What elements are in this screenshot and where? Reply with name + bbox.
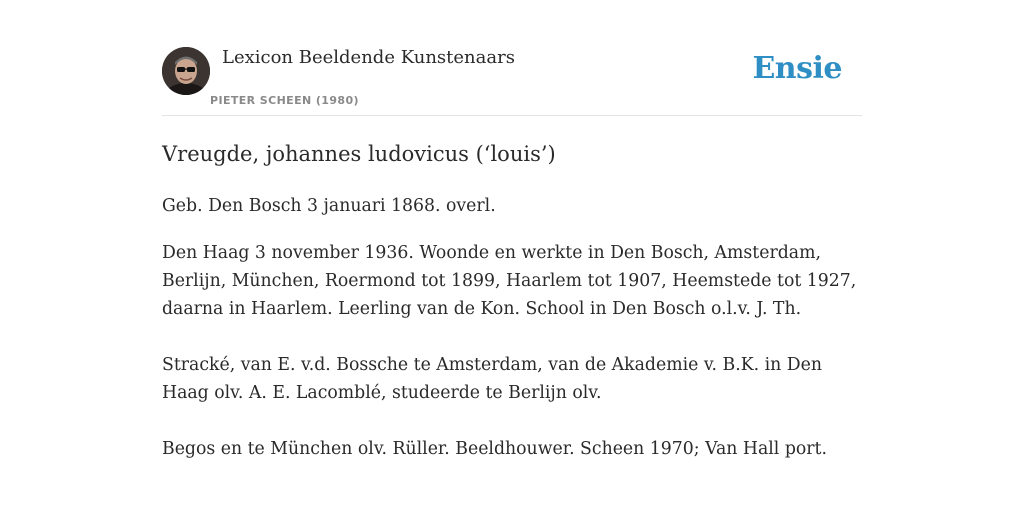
entry-card <box>162 0 862 512</box>
entry-paragraph: Stracké, van E. v.d. Bossche te Amsterdam, van de Akademie v. B.K. in Den Haag olv. A. E. Lacomblé, studeerde te Berlijn olv. <box>162 355 822 403</box>
entry-paragraph: Begos en te München olv. Rüller. Beeldhouwer. Scheen 1970; Van Hall port. <box>162 439 827 459</box>
lexicon-title[interactable]: Lexicon Beeldende Kunstenaars <box>222 47 515 68</box>
author-avatar[interactable] <box>162 47 210 95</box>
entry-paragraph: Den Haag 3 november 1936. Woonde en werkte in Den Bosch, Amsterdam, Berlijn, München, Roermond tot 1899, Haarlem tot 1907, Heemstede tot 1927, daarna in Haarlem. Leerling van de Kon. School in Den Bosch o.l.v. J. Th. <box>162 243 857 319</box>
header <box>162 0 862 116</box>
entry-title: Vreugde, johannes ludovicus (‘louis’) <box>162 142 556 166</box>
author-photo-icon <box>162 47 210 95</box>
author-byline[interactable]: PIETER SCHEEN (1980) <box>210 94 359 107</box>
ensie-logo[interactable]: Ensie <box>752 51 842 86</box>
entry-paragraph: Geb. Den Bosch 3 januari 1868. overl. <box>162 196 496 216</box>
